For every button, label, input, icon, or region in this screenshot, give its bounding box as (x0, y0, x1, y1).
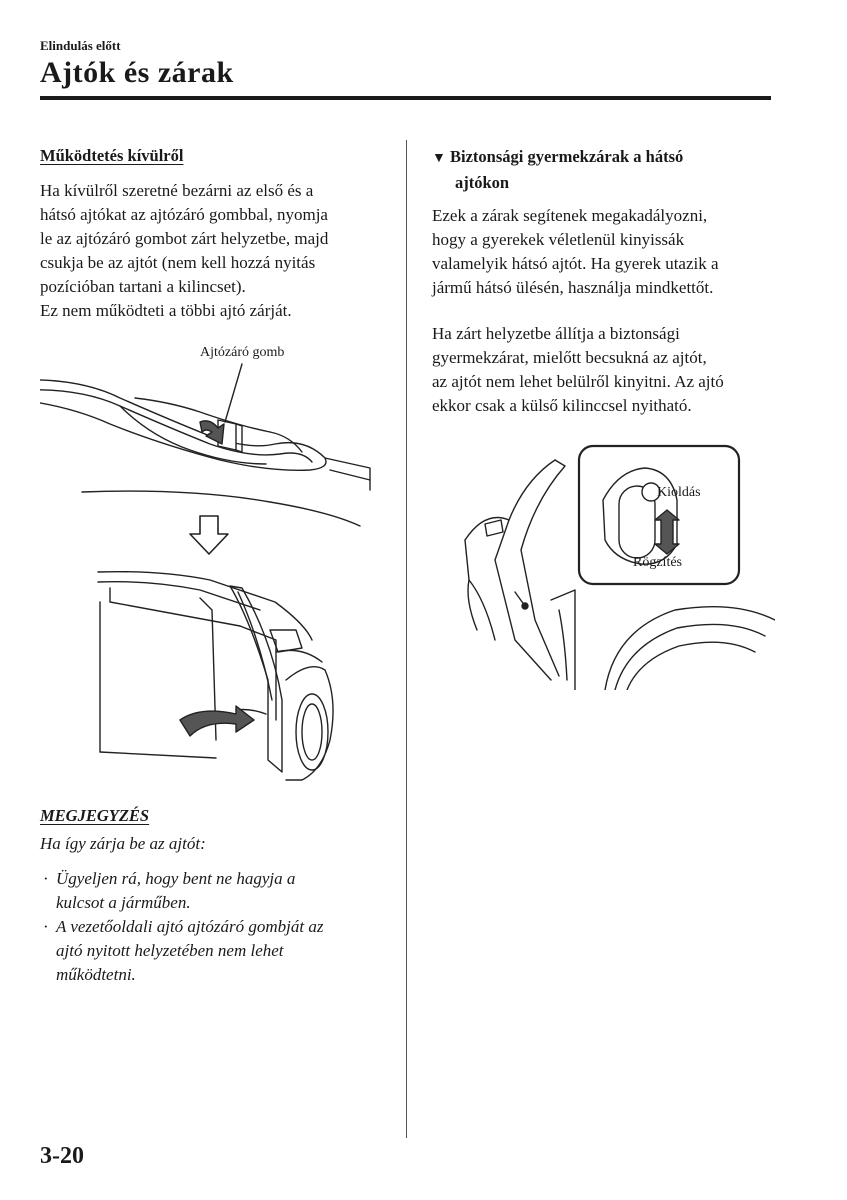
paragraph-line: le az ajtózáró gombot zárt helyzetbe, majd (40, 229, 329, 248)
triangle-marker-icon: ▼ (432, 151, 446, 166)
down-arrow-icon (190, 516, 228, 554)
note-bullet (40, 867, 385, 915)
paragraph-line: az ajtót nem lehet belülről kinyitni. Az ajtó (432, 372, 724, 391)
bullet-symbol: · (43, 869, 49, 888)
paragraph-line: hátsó ajtókat az ajtózáró gombbal, nyomja (40, 205, 328, 224)
child-lock-paragraph-2 (432, 322, 777, 418)
heading-line: Biztonsági gyermekzárak a hátsó (450, 147, 684, 166)
bullet-line: ajtó nyitott helyzetében nem lehet (56, 941, 284, 960)
bullet-line: működtetni. (56, 965, 136, 984)
child-lock-paragraph-1 (432, 204, 777, 300)
title-rule (40, 96, 771, 100)
note-bullet (40, 915, 385, 987)
page-number: 3-20 (40, 1143, 84, 1169)
lock-label: Rögzítés (633, 555, 682, 570)
unlock-label: Kioldás (657, 485, 701, 500)
paragraph-line: Ez nem működteti a többi ajtó zárját. (40, 301, 292, 320)
door-handle-recess (40, 380, 326, 470)
breadcrumb: Elindulás előtt (40, 38, 121, 53)
child-safety-lock-illustration (455, 440, 775, 690)
paragraph-line: Ha kívülről szeretné bezárni az első és a (40, 181, 314, 200)
section-heading-outside-operation: Működtetés kívülről (40, 146, 184, 165)
note-title: MEGJEGYZÉS (40, 806, 150, 825)
column-divider (406, 140, 407, 1138)
section-heading-child-locks (432, 145, 772, 195)
rear-wheel-arch (605, 607, 775, 690)
bullet-symbol: · (43, 917, 49, 936)
door-lock-knob-illustration (40, 340, 400, 800)
paragraph-line: Ha zárt helyzetbe állítja a biztonsági (432, 324, 680, 343)
side-mirror (270, 630, 302, 652)
note-intro: Ha így zárja be az ajtót: (40, 834, 206, 853)
paragraph-line: hogy a gyerekek véletlenül kinyissák (432, 230, 685, 249)
bullet-line: Ügyeljen rá, hogy bent ne hagyja a (56, 869, 296, 888)
bullet-line: A vezetőoldali ajtó ajtózáró gombját az (56, 917, 324, 936)
page-title: Ajtók és zárak (40, 56, 234, 89)
paragraph-line: valamelyik hátsó ajtót. Ha gyerek utazik a (432, 254, 719, 273)
bullet-line: kulcsot a járműben. (56, 893, 191, 912)
paragraph-line: pozícióban tartani a kilincset). (40, 277, 246, 296)
paragraph-line: gyermekzárat, mielőtt becsukná az ajtót, (432, 348, 707, 367)
outside-operation-paragraph (40, 179, 395, 323)
close-door-arrow-icon (180, 706, 254, 736)
paragraph-line: jármű hátsó ülésén, használja mindkettőt. (432, 278, 714, 297)
lock-knob-label: Ajtózáró gomb (200, 345, 285, 360)
paragraph-line: ekkor csak a külső kilinccsel nyitható. (432, 396, 692, 415)
paragraph-line: csukja be az ajtót (nem kell hozzá nyitás (40, 253, 316, 272)
front-wheel (286, 667, 333, 780)
open-door (230, 586, 282, 772)
heading-line: ajtókon (455, 173, 510, 192)
paragraph-line: Ezek a zárak segítenek megakadályozni, (432, 206, 708, 225)
